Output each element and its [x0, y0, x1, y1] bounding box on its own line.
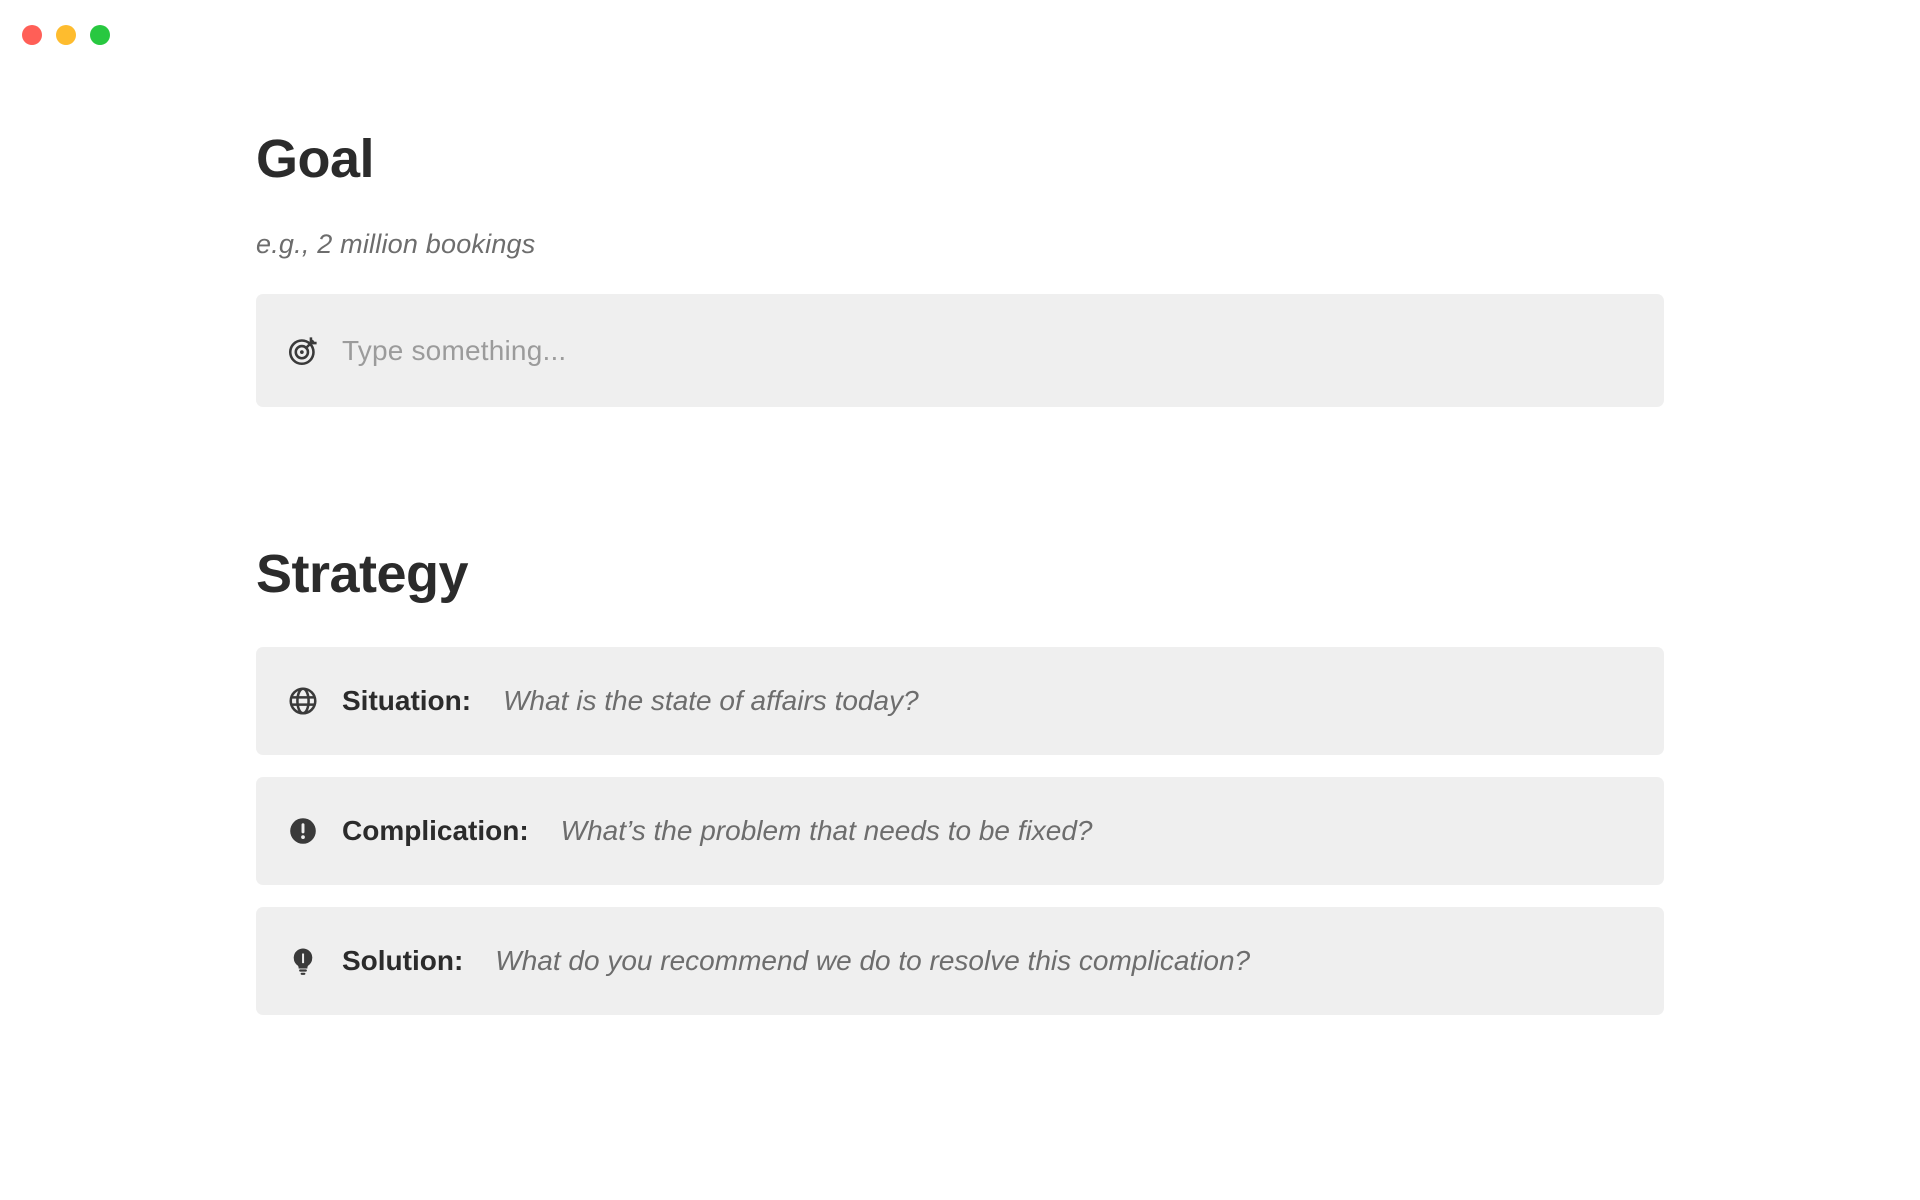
strategy-prompt-solution: What do you recommend we do to resolve this complication? [495, 944, 1251, 976]
goal-input-field[interactable] [256, 294, 1664, 407]
strategy-label-complication: Complication: [342, 814, 529, 846]
close-button[interactable] [22, 25, 42, 45]
goal-hint: e.g., 2 million bookings [256, 229, 536, 260]
strategy-row-solution[interactable] [256, 907, 1664, 1015]
goal-input-placeholder: Type something... [342, 334, 567, 366]
strategy-prompt-situation: What is the state of affairs today? [503, 684, 919, 716]
strategy-section [256, 545, 1664, 1014]
main-content [0, 130, 1920, 1015]
title-bar [0, 0, 1920, 70]
zoom-button[interactable] [90, 25, 110, 45]
globe-icon [286, 684, 320, 718]
window-controls [22, 25, 110, 45]
goal-title: Goal [256, 129, 375, 189]
target-icon [286, 334, 320, 368]
goal-section [256, 130, 1664, 407]
strategy-prompt-complication: What’s the problem that needs to be fixed? [560, 814, 1093, 846]
strategy-row-situation[interactable] [256, 647, 1664, 755]
minimize-button[interactable] [56, 25, 76, 45]
strategy-row-complication[interactable] [256, 777, 1664, 885]
strategy-list [256, 647, 1664, 1015]
strategy-title: Strategy [256, 544, 469, 605]
lightbulb-icon [286, 944, 320, 978]
strategy-label-situation: Situation: [342, 684, 472, 716]
strategy-label-solution: Solution: [342, 944, 464, 976]
exclamation-circle-icon [286, 814, 320, 848]
